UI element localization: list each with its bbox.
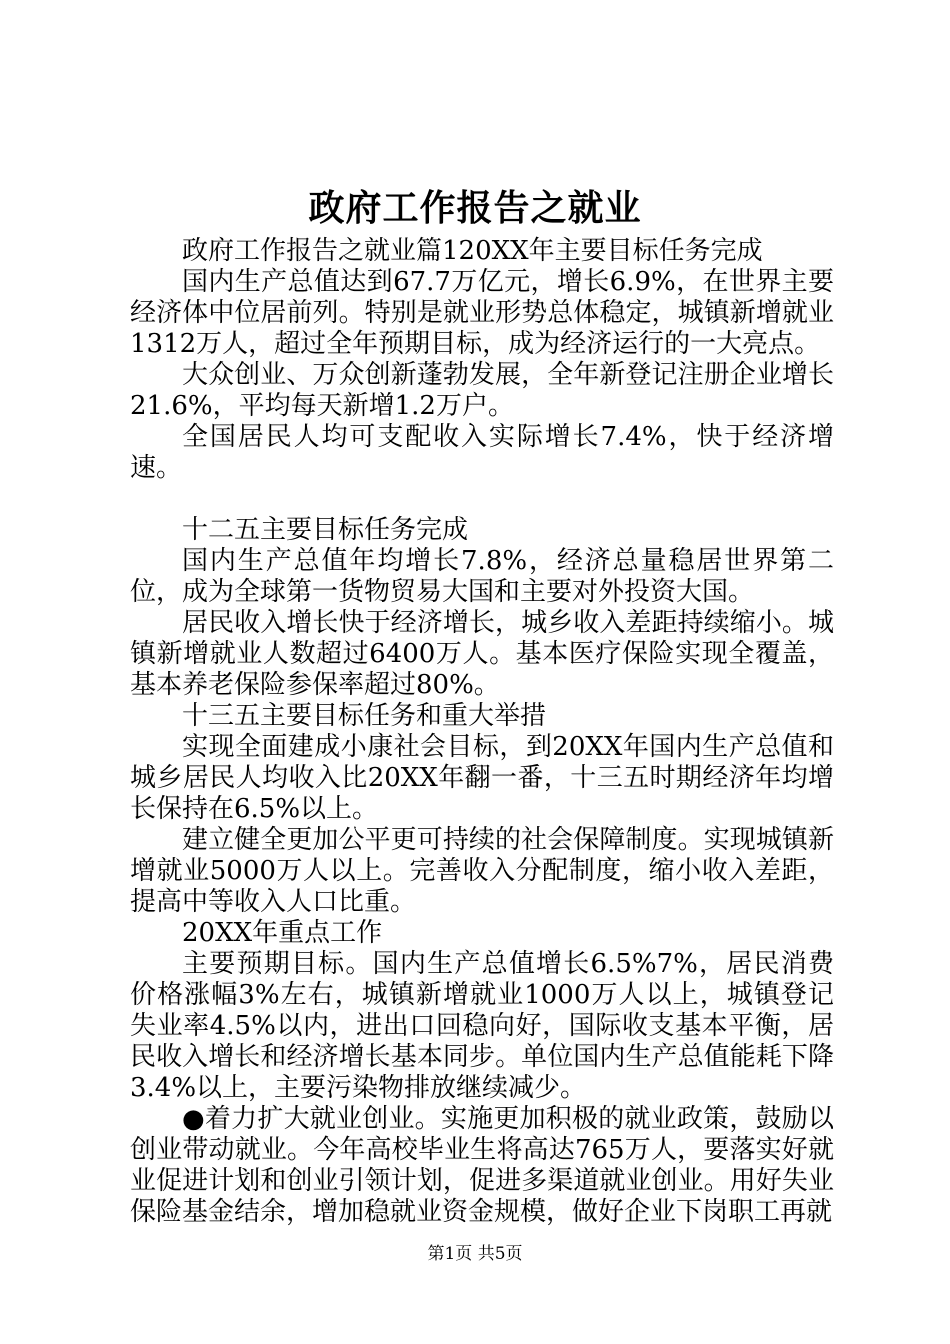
blank-line [130, 484, 834, 515]
paragraph-income: 全国居民人均可支配收入实际增长7.4%，快于经济增速。 [130, 422, 834, 483]
section-heading-13th-plan: 十三五主要目标任务和重大举措 [182, 701, 547, 731]
paragraph-13th-social-security: 建立健全更加公平更可持续的社会保障制度。实现城镇新增就业5000万人以上。完善收入分配制度，缩小收入差距，提高中等收入人口比重。 [130, 825, 834, 917]
paragraph-12th-gdp: 国内生产总值年均增长7.8%，经济总量稳居世界第二位，成为全球第一货物贸易大国和主要对外投资大国。 [130, 546, 834, 607]
section-heading-12th-plan: 十二五主要目标任务完成 [182, 515, 469, 545]
paragraph-entrepreneurship: 大众创业、万众创新蓬勃发展，全年新登记注册企业增长21.6%，平均每天新增1.2万户。 [130, 360, 834, 421]
paragraph-13th-goal: 实现全面建成小康社会目标，到20XX年国内生产总值和城乡居民人均收入比20XX年翻一番，十三五时期经济年均增长保持在6.5%以上。 [130, 732, 834, 824]
page-footer: 第1页 共5页 [427, 1244, 523, 1264]
document-title: 政府工作报告之就业 [308, 187, 642, 229]
paragraph-intro: 政府工作报告之就业篇120XX年主要目标任务完成 [182, 236, 763, 266]
section-heading-key-work: 20XX年重点工作 [182, 918, 383, 948]
paragraph-key-targets: 主要预期目标。国内生产总值增长6.5%7%，居民消费价格涨幅3%左右，城镇新增就业1000万人以上，城镇登记失业率4.5%以内，进出口回稳向好，国际收支基本平衡，居民收入增长和经济增长基本同步。单位国内生产总值能耗下降3.4%以上，主要污染物排放继续减少。 [130, 949, 834, 1103]
paragraph-12th-income: 居民收入增长快于经济增长，城乡收入差距持续缩小。城镇新增就业人数超过6400万人。基本医疗保险实现全覆盖，基本养老保险参保率超过80%。 [130, 608, 834, 700]
paragraph-gdp: 国内生产总值达到67.7万亿元，增长6.9%，在世界主要经济体中位居前列。特别是就业形势总体稳定，城镇新增就业1312万人，超过全年预期目标，成为经济运行的一大亮点。 [130, 267, 834, 359]
paragraph-employment-measures: ●着力扩大就业创业。实施更加积极的就业政策，鼓励以创业带动就业。今年高校毕业生将高达765万人，要落实好就业促进计划和创业引领计划，促进多渠道就业创业。用好失业保险基金结余，增加稳就业资金规模，做好企业下岗职工再就 [130, 1104, 834, 1227]
document-body [130, 236, 834, 1228]
